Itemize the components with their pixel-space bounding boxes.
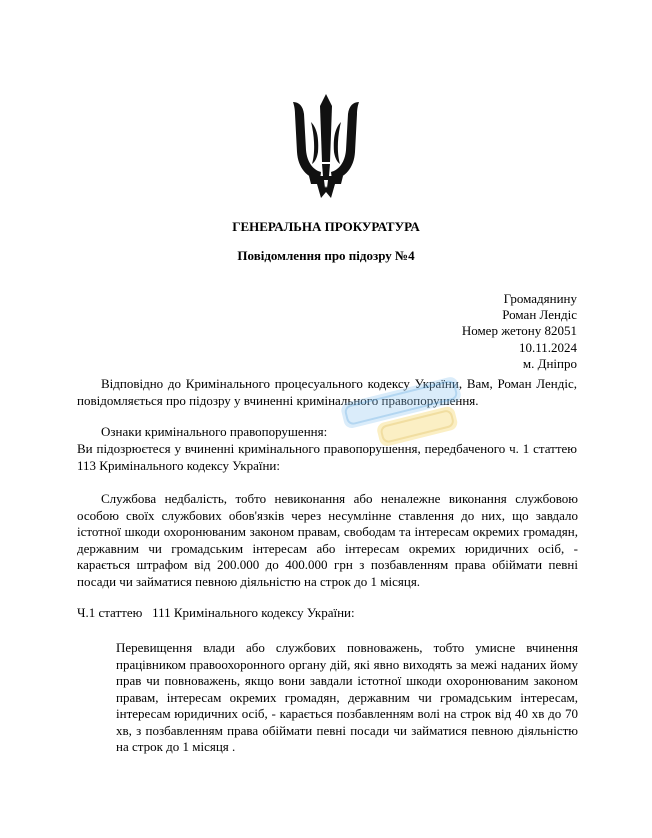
trident-emblem-icon — [291, 92, 361, 200]
offense-signs-label: Ознаки кримінального правопорушення: — [101, 424, 328, 439]
article-2-label: Ч.1 статтею 111 Кримінального кодексу України: — [77, 605, 355, 620]
addressee-salutation: Громадянину — [503, 291, 577, 306]
organization-title: ГЕНЕРАЛЬНА ПРОКУРАТУРА — [232, 219, 420, 234]
intro-paragraph: Відповідно до Кримінального процесуального кодексу України, Вам, Роман Лендіс, повідомляється про підозру у вчиненні кримінального правопорушення. — [77, 376, 577, 408]
addressee-badge: Номер жетону 82051 — [461, 323, 577, 339]
addressee-name: Роман Лендіс — [502, 307, 577, 323]
suspicion-paragraph: Ви підозрюєтеся у вчиненні кримінального правопорушення, передбаченого ч. 1 статтею 113 Кримінального кодексу України: — [77, 441, 577, 473]
article-2-text: Перевищення влади або службових повноважень, тобто умисне вчинення працівником правоохоронного органу дій, які явно виходять за межі наданих йому прав чи повноважень, якщо вони завдали істотної шкоди охоронюваним законом правам, інтересам окремих громадян, державним чи громадським інтересам, інтересам юридичних осіб, - карається позбавленням волі на строк від 40 хв до 70 хв, з позбавленням права обіймати певні посади чи займатися певною діяльністю на строк до 1 місяця . — [116, 640, 578, 754]
article-1-text: Службова недбалість, тобто невиконання або неналежне виконання службовою особою своїх службових обов'язків через несумлінне ставлення до них, що завдало істотної шкоди охоронюваним законом правам, свободам та інтересам окремих громадян, державним чи громадським інтересам або інтересам окремих юридичних осіб, - карається штрафом від 200.000 до 400.000 грн з позбавленням права обіймати певні посади чи займатися певною діяльністю на строк до 1 місяця. — [77, 491, 578, 589]
addressee-block — [462, 291, 577, 372]
watermark-logo — [334, 374, 484, 454]
document-city: м. Дніпро — [522, 355, 577, 371]
document-title: Повідомлення про підозру №4 — [237, 248, 415, 263]
document-date: 10.11.2024 — [518, 339, 577, 355]
